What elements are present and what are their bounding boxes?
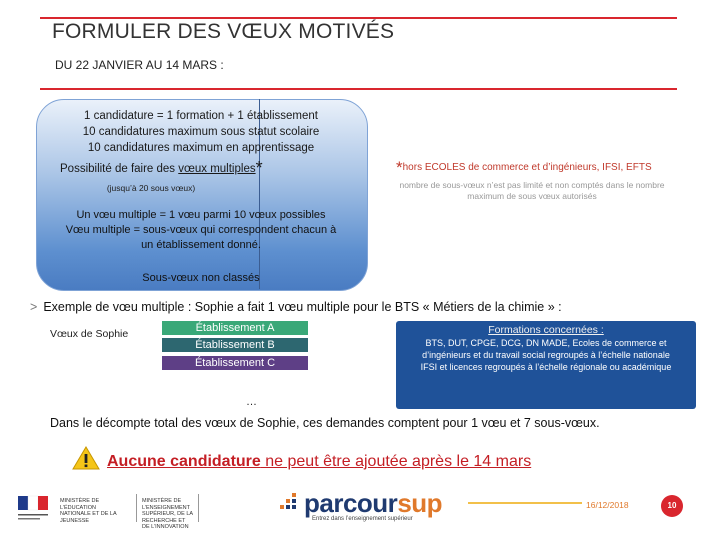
parcoursup-logo [276,488,442,519]
ministere-education: MINISTÈRE DE L’ÉDUCATION NATIONALE ET DE LA JEUNESSE [60,498,117,524]
page-number-badge: 10 [661,495,683,517]
page-subtitle: DU 22 JANVIER AU 14 MARS : [55,58,224,72]
voeux-sophie-label: Vœux de Sophie [50,328,129,340]
footnote-star: * [255,158,263,178]
bullet-marker: > [30,300,38,314]
ministere-enseignement: MINISTÈRE DE L’ENSEIGNEMENT SUPÉRIEUR, DE LA RECHERCHE ET DE L’INNOVATION [142,498,193,530]
footer-separator-1 [136,494,137,522]
rule-line-2: 10 candidatures maximum sous statut scolaire [82,126,320,138]
jusqua-note: (jusqu’à 20 sous vœux) [106,183,196,193]
footnote-hors [396,158,652,178]
rule-line-1: 1 candidature = 1 formation + 1 établissement [84,110,318,122]
footer-separator-2 [198,494,199,522]
ellipsis: … [246,396,257,408]
etablissement-a: Établissement A [162,321,308,335]
voeux-multiples-line [60,158,263,179]
warning-icon [72,446,100,470]
formations-lines [396,337,696,373]
parcoursup-wordmark [304,488,442,518]
header-top-rule [40,17,677,19]
sous-voeux-non-classes: Sous-vœux non classés [142,272,260,284]
warning-rest: ne peut être ajoutée après le 14 mars [260,453,532,470]
voeux-multiples-link[interactable]: vœux multiples [178,163,256,175]
etablissement-b: Établissement B [162,338,308,352]
republique-francaise-logo [14,492,52,526]
etablissement-c: Établissement C [162,356,308,370]
multi-line-2: Vœu multiple = sous-vœux qui correspondent chacun à [65,224,337,236]
rule-line-3: 10 candidatures maximum en apprentissage [87,142,315,154]
brand-main: parcour [304,488,398,518]
example-line [30,300,562,314]
footnote-star-2: * [396,158,403,177]
formations-title: Formations concernées : [488,324,604,336]
sous-voeux-note: nombre de sous-vœux n’est pas limité et non comptés dans le nombre maximum de sous vœux autorisés [399,180,665,201]
possibilite-prefix: Possibilité de faire des [60,163,179,175]
footer-yellow-rule [468,502,582,504]
formations-panel [396,321,696,409]
multi-line-3: un établissement donné. [141,239,261,251]
brand-accent: sup [397,488,443,518]
parcoursup-mark-icon [276,490,304,516]
page-title: FORMULER DES VŒUX MOTIVÉS [52,20,395,43]
formations-line-2: IFSI et licences regroupés à l’échelle régionale ou académique [420,362,672,372]
decompte-text: Dans le décompte total des vœux de Sophie, ces demandes comptent pour 1 vœu et 7 sous-vœux. [50,416,600,430]
warning-bold: Aucune candidature [107,453,261,470]
warning-message [107,453,531,471]
formations-line-1: BTS, DUT, CPGE, DCG, DN MADE, Ecoles de commerce et d’ingénieurs et du travail social regroupés à l’échelle nationale [422,338,670,360]
multi-line-1: Un vœu multiple = 1 vœu parmi 10 vœux possibles [76,209,326,221]
footer-date: 16/12/2018 [586,500,629,510]
example-text: Exemple de vœu multiple : Sophie a fait 1 vœu multiple pour le BTS « Métiers de la chimie » : [43,300,562,314]
footnote-hors-text: hors ECOLES de commerce et d’ingénieurs, IFSI, EFTS [402,162,652,173]
header-bottom-rule [40,88,677,90]
parcoursup-tagline: Entrez dans l’enseignement supérieur [312,516,413,522]
